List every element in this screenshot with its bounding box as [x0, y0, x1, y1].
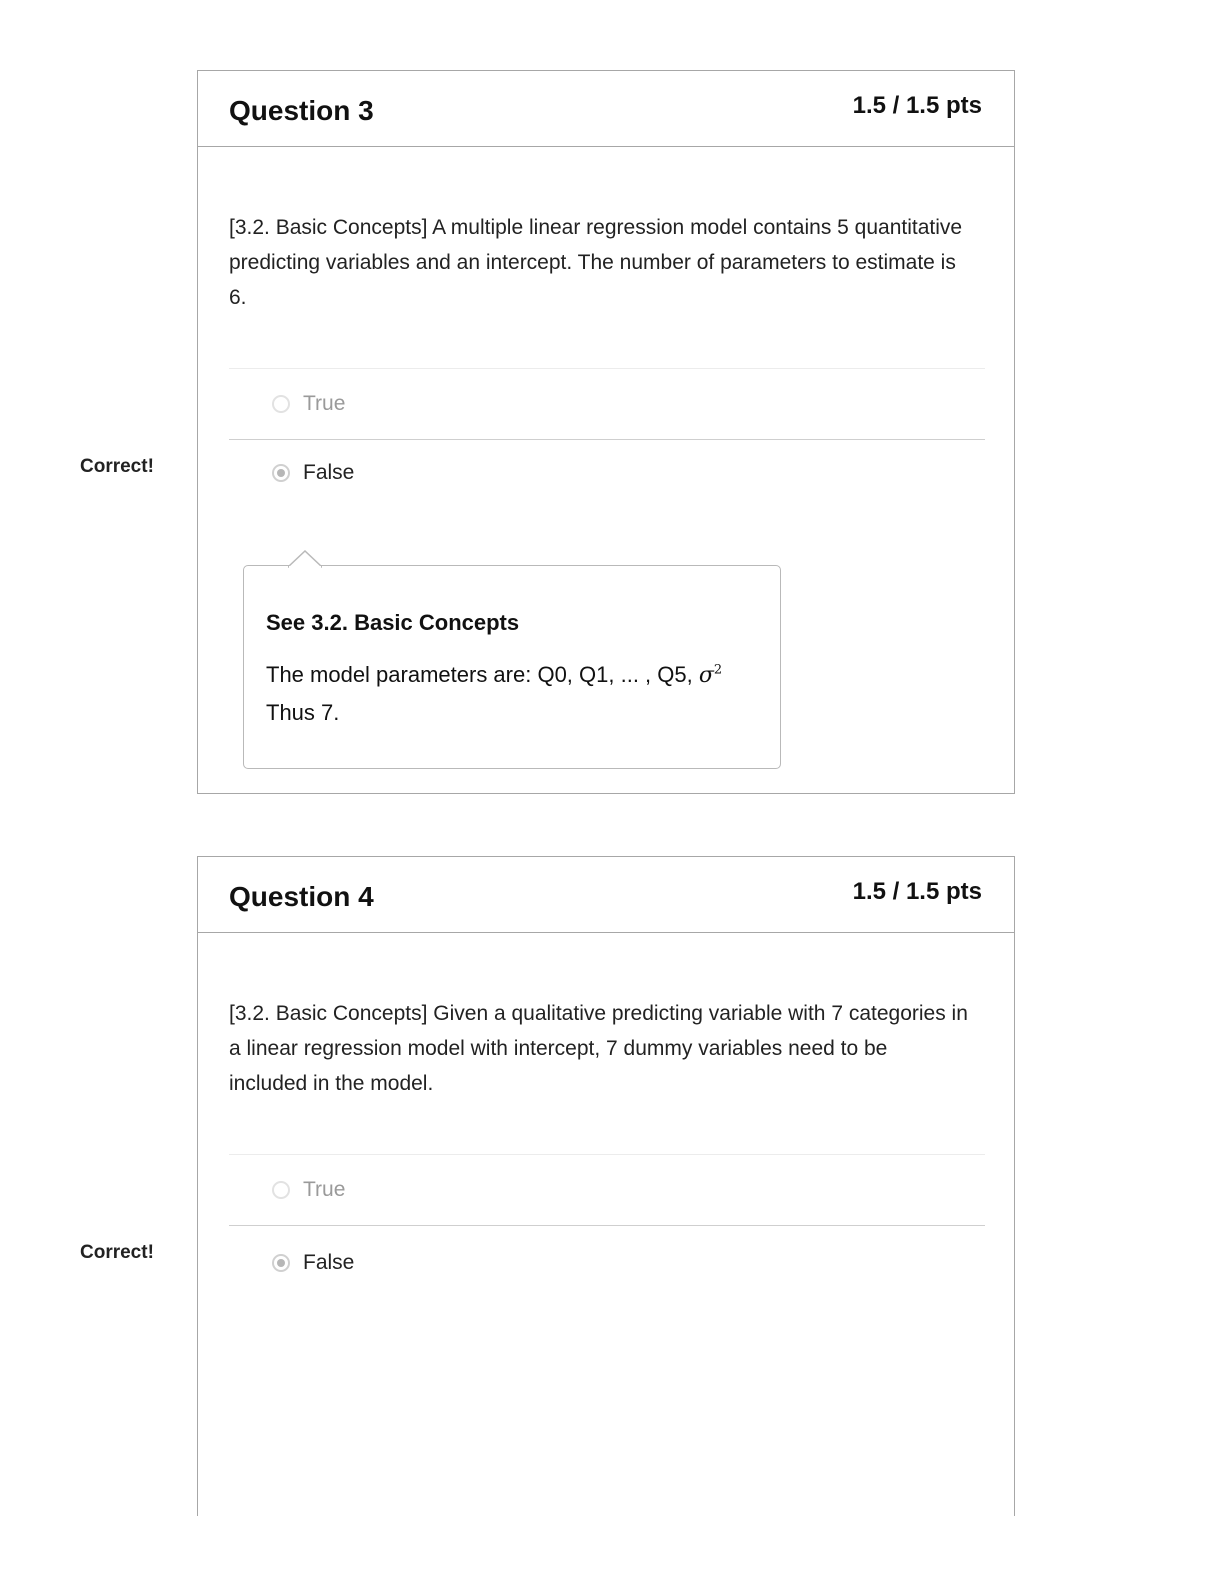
feedback-text-line1: The model parameters are: Q0, Q1, ... , Q5, — [266, 662, 693, 687]
sigma-exponent: 2 — [713, 662, 723, 678]
correct-indicator: Correct! — [80, 456, 154, 477]
question-points: 1.5 / 1.5 pts — [852, 92, 982, 119]
correct-indicator: Correct! — [80, 1242, 154, 1263]
question-card-4 — [197, 856, 1015, 1516]
feedback-title: See 3.2. Basic Concepts — [266, 610, 520, 635]
radio-button-selected[interactable] — [272, 464, 290, 482]
answer-option-true[interactable] — [272, 389, 345, 419]
question-card-3 — [197, 70, 1015, 794]
answer-divider — [229, 439, 985, 440]
answer-label: True — [303, 1178, 346, 1201]
radio-button[interactable] — [272, 395, 290, 413]
answer-divider — [229, 368, 985, 369]
answer-label: False — [303, 1251, 355, 1274]
answer-divider — [229, 1225, 985, 1226]
question-points: 1.5 / 1.5 pts — [852, 878, 982, 905]
question-text: [3.2. Basic Concepts] A multiple linear regression model contains 5 quantitative predicting variables and an intercept. The number of parameters to estimate is 6. — [229, 216, 963, 309]
sigma-symbol — [699, 663, 722, 688]
feedback-box — [243, 565, 781, 769]
answer-option-false[interactable] — [272, 1248, 354, 1278]
feedback-text — [266, 662, 722, 688]
question-header — [198, 71, 1014, 147]
answer-label: True — [303, 392, 346, 415]
answer-option-true[interactable] — [272, 1175, 345, 1205]
answer-label: False — [303, 461, 355, 484]
question-title: Question 4 — [229, 881, 374, 912]
question-title: Question 3 — [229, 95, 374, 126]
radio-button-selected[interactable] — [272, 1254, 290, 1272]
radio-button[interactable] — [272, 1181, 290, 1199]
answer-divider — [229, 1154, 985, 1155]
question-text: [3.2. Basic Concepts] Given a qualitative predicting variable with 7 categories in a linear regression model with intercept, 7 dummy variables need to be included in the model. — [229, 1002, 968, 1095]
question-header — [198, 857, 1014, 933]
feedback-conclusion: Thus 7. — [266, 700, 340, 725]
answer-option-false[interactable] — [272, 458, 354, 488]
sigma-letter: σ — [698, 663, 714, 688]
